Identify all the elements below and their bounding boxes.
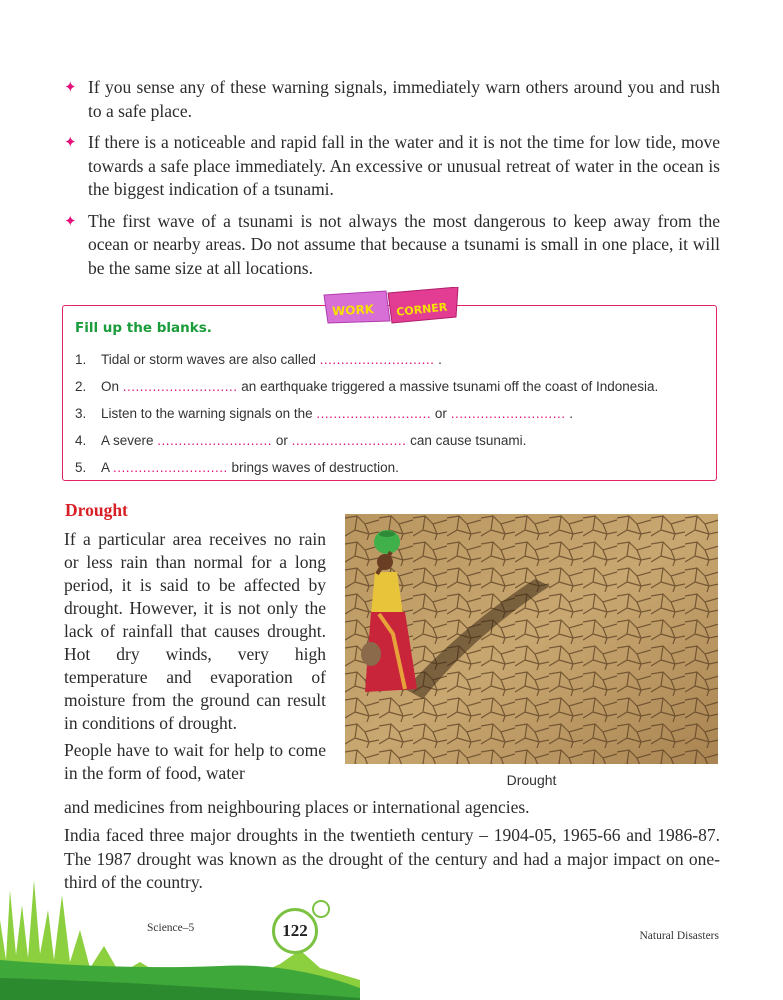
bullet-item (64, 76, 720, 123)
bullet-list (64, 76, 720, 288)
blank: ........................... (122, 379, 238, 394)
bullet-item (64, 131, 720, 202)
paragraph: People have to wait for help to come in the form of food, water (64, 740, 326, 783)
work-corner-box (62, 305, 717, 481)
blank: ........................... (291, 433, 407, 448)
bullet-text: The first wave of a tsunami is not always the most dangerous to keep away from the ocean or nearby areas. Do not assume that because a tsunami is small in one place, it will be the same size at all locations. (88, 210, 720, 278)
question-item: 4. A severe ........................... or ........................... can cause tsunami. (75, 433, 527, 448)
question-item: 5. A ........................... brings waves of destruction. (75, 460, 399, 475)
banner-word-work: WORK (331, 302, 375, 319)
blank: ........................... (319, 352, 435, 367)
bullet-item (64, 210, 720, 281)
question-item: 3. Listen to the warning signals on the ........................... or ........................... . (75, 406, 573, 421)
question-item: 1. Tidal or storm waves are also called ........................... . (75, 352, 442, 367)
paragraph: India faced three major droughts in the twentieth century – 1904-05, 1965-66 and 1986-87. The 1987 drought was known as the drought of the century and had a major impact on one-third of the country. (64, 825, 720, 892)
drought-photo (345, 514, 718, 764)
work-corner-banner (318, 287, 462, 327)
star-bullet-icon: ✦ (64, 80, 77, 96)
footer-chapter-title: Natural Disasters (639, 930, 719, 942)
bullet-text: If there is a noticeable and rapid fall in the water and it is not the time for low tide, move towards a safe place immediately. An excessive or unusual retreat of water in the ocean is the biggest indication of a tsunami. (88, 132, 720, 199)
page-decoration-circle (312, 900, 330, 918)
question-item: 2. On ........................... an earthquake triggered a massive tsunami off the coast of Indonesia. (75, 379, 659, 394)
photo-caption: Drought (506, 772, 557, 788)
footer-book-title: Science–5 (147, 922, 195, 934)
banner-word-corner: CORNER (395, 300, 448, 319)
paragraph: If a particular area receives no rain or less rain than normal for a long period, it is said to be affected by drought. However, it is not only the lack of rainfall that causes drought. Hot dry winds, very high temperature and evaporation of moisture from the ground can result in conditions of drought. (64, 529, 326, 733)
blank: ........................... (113, 460, 228, 475)
star-bullet-icon: ✦ (64, 135, 77, 151)
blank: ........................... (316, 406, 432, 421)
question-list (75, 346, 705, 481)
blank: ........................... (157, 433, 273, 448)
blank: ........................... (450, 406, 566, 421)
section-heading: Drought (65, 500, 128, 520)
page-number: 122 (272, 908, 318, 954)
star-bullet-icon: ✦ (64, 213, 77, 230)
exercise-title: Fill up the blanks. (75, 320, 212, 336)
paragraph-continuation: and medicines from neighbouring places or international agencies. (64, 797, 530, 817)
bullet-text: If you sense any of these warning signals, immediately warn others around you and rush to a safe place. (88, 77, 720, 121)
drought-text-column (64, 528, 326, 785)
